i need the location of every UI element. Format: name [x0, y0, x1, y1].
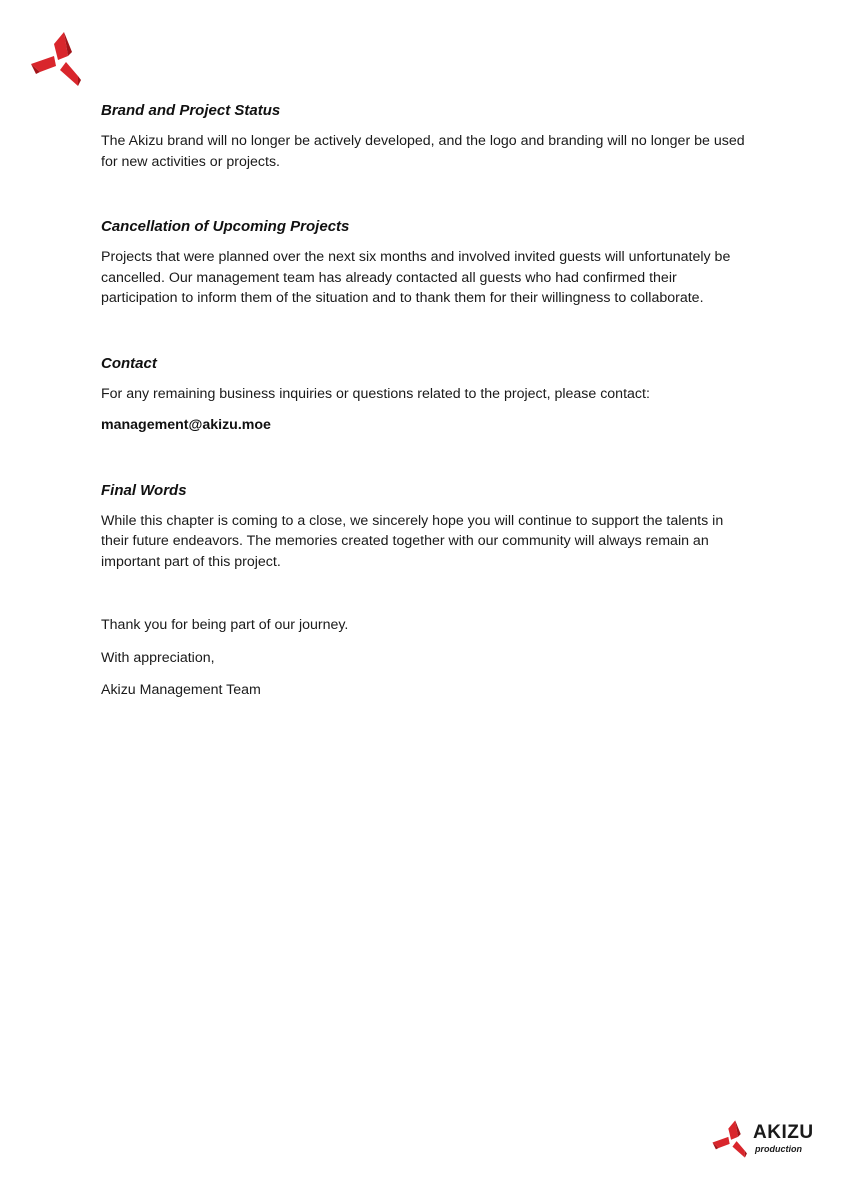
akizu-tri-blade-logo-icon — [28, 30, 82, 88]
brand-subtitle: production — [755, 1144, 802, 1154]
section-paragraph: For any remaining business inquiries or questions related to the project, please contact: — [101, 385, 650, 402]
section-heading: Final Words — [101, 481, 187, 499]
closing-signature: Akizu Management Team — [101, 682, 261, 698]
section-paragraph: The Akizu brand will no longer be actively developed, and the logo and branding will no longer be used for new activities or projects. — [101, 133, 745, 170]
section-heading: Brand and Project Status — [101, 102, 281, 119]
section-paragraph: Projects that were planned over the next six months and involved invited guests will unfortunately be cancelled. Our management team has already contacted all guests who had confirmed their participation to inform them of the situation and to thank them for their willingness to collaborate. — [101, 249, 731, 306]
closing-signoff: With appreciation, — [101, 649, 215, 666]
section-final-words — [101, 480, 751, 573]
section-cancellation — [101, 216, 751, 309]
section-heading: Cancellation of Upcoming Projects — [101, 218, 350, 235]
akizu-tri-blade-logo-icon — [709, 1119, 749, 1159]
akizu-logo-bottom — [709, 1117, 814, 1161]
akizu-logo-top — [28, 30, 82, 88]
section-paragraph: While this chapter is coming to a close, we sincerely hope you will continue to support the talents in their future endeavors. The memories created together with our community will always remain an important part of this project. — [101, 512, 724, 570]
closing-block — [101, 615, 751, 701]
section-heading: Contact — [101, 354, 157, 372]
brand-name: AKIZU — [753, 1122, 814, 1143]
letter-body — [101, 100, 751, 713]
section-contact — [101, 353, 751, 436]
closing-thanks: Thank you for being part of our journey. — [101, 617, 349, 633]
contact-email: management@akizu.moe — [101, 417, 271, 433]
section-brand-status — [101, 100, 751, 172]
